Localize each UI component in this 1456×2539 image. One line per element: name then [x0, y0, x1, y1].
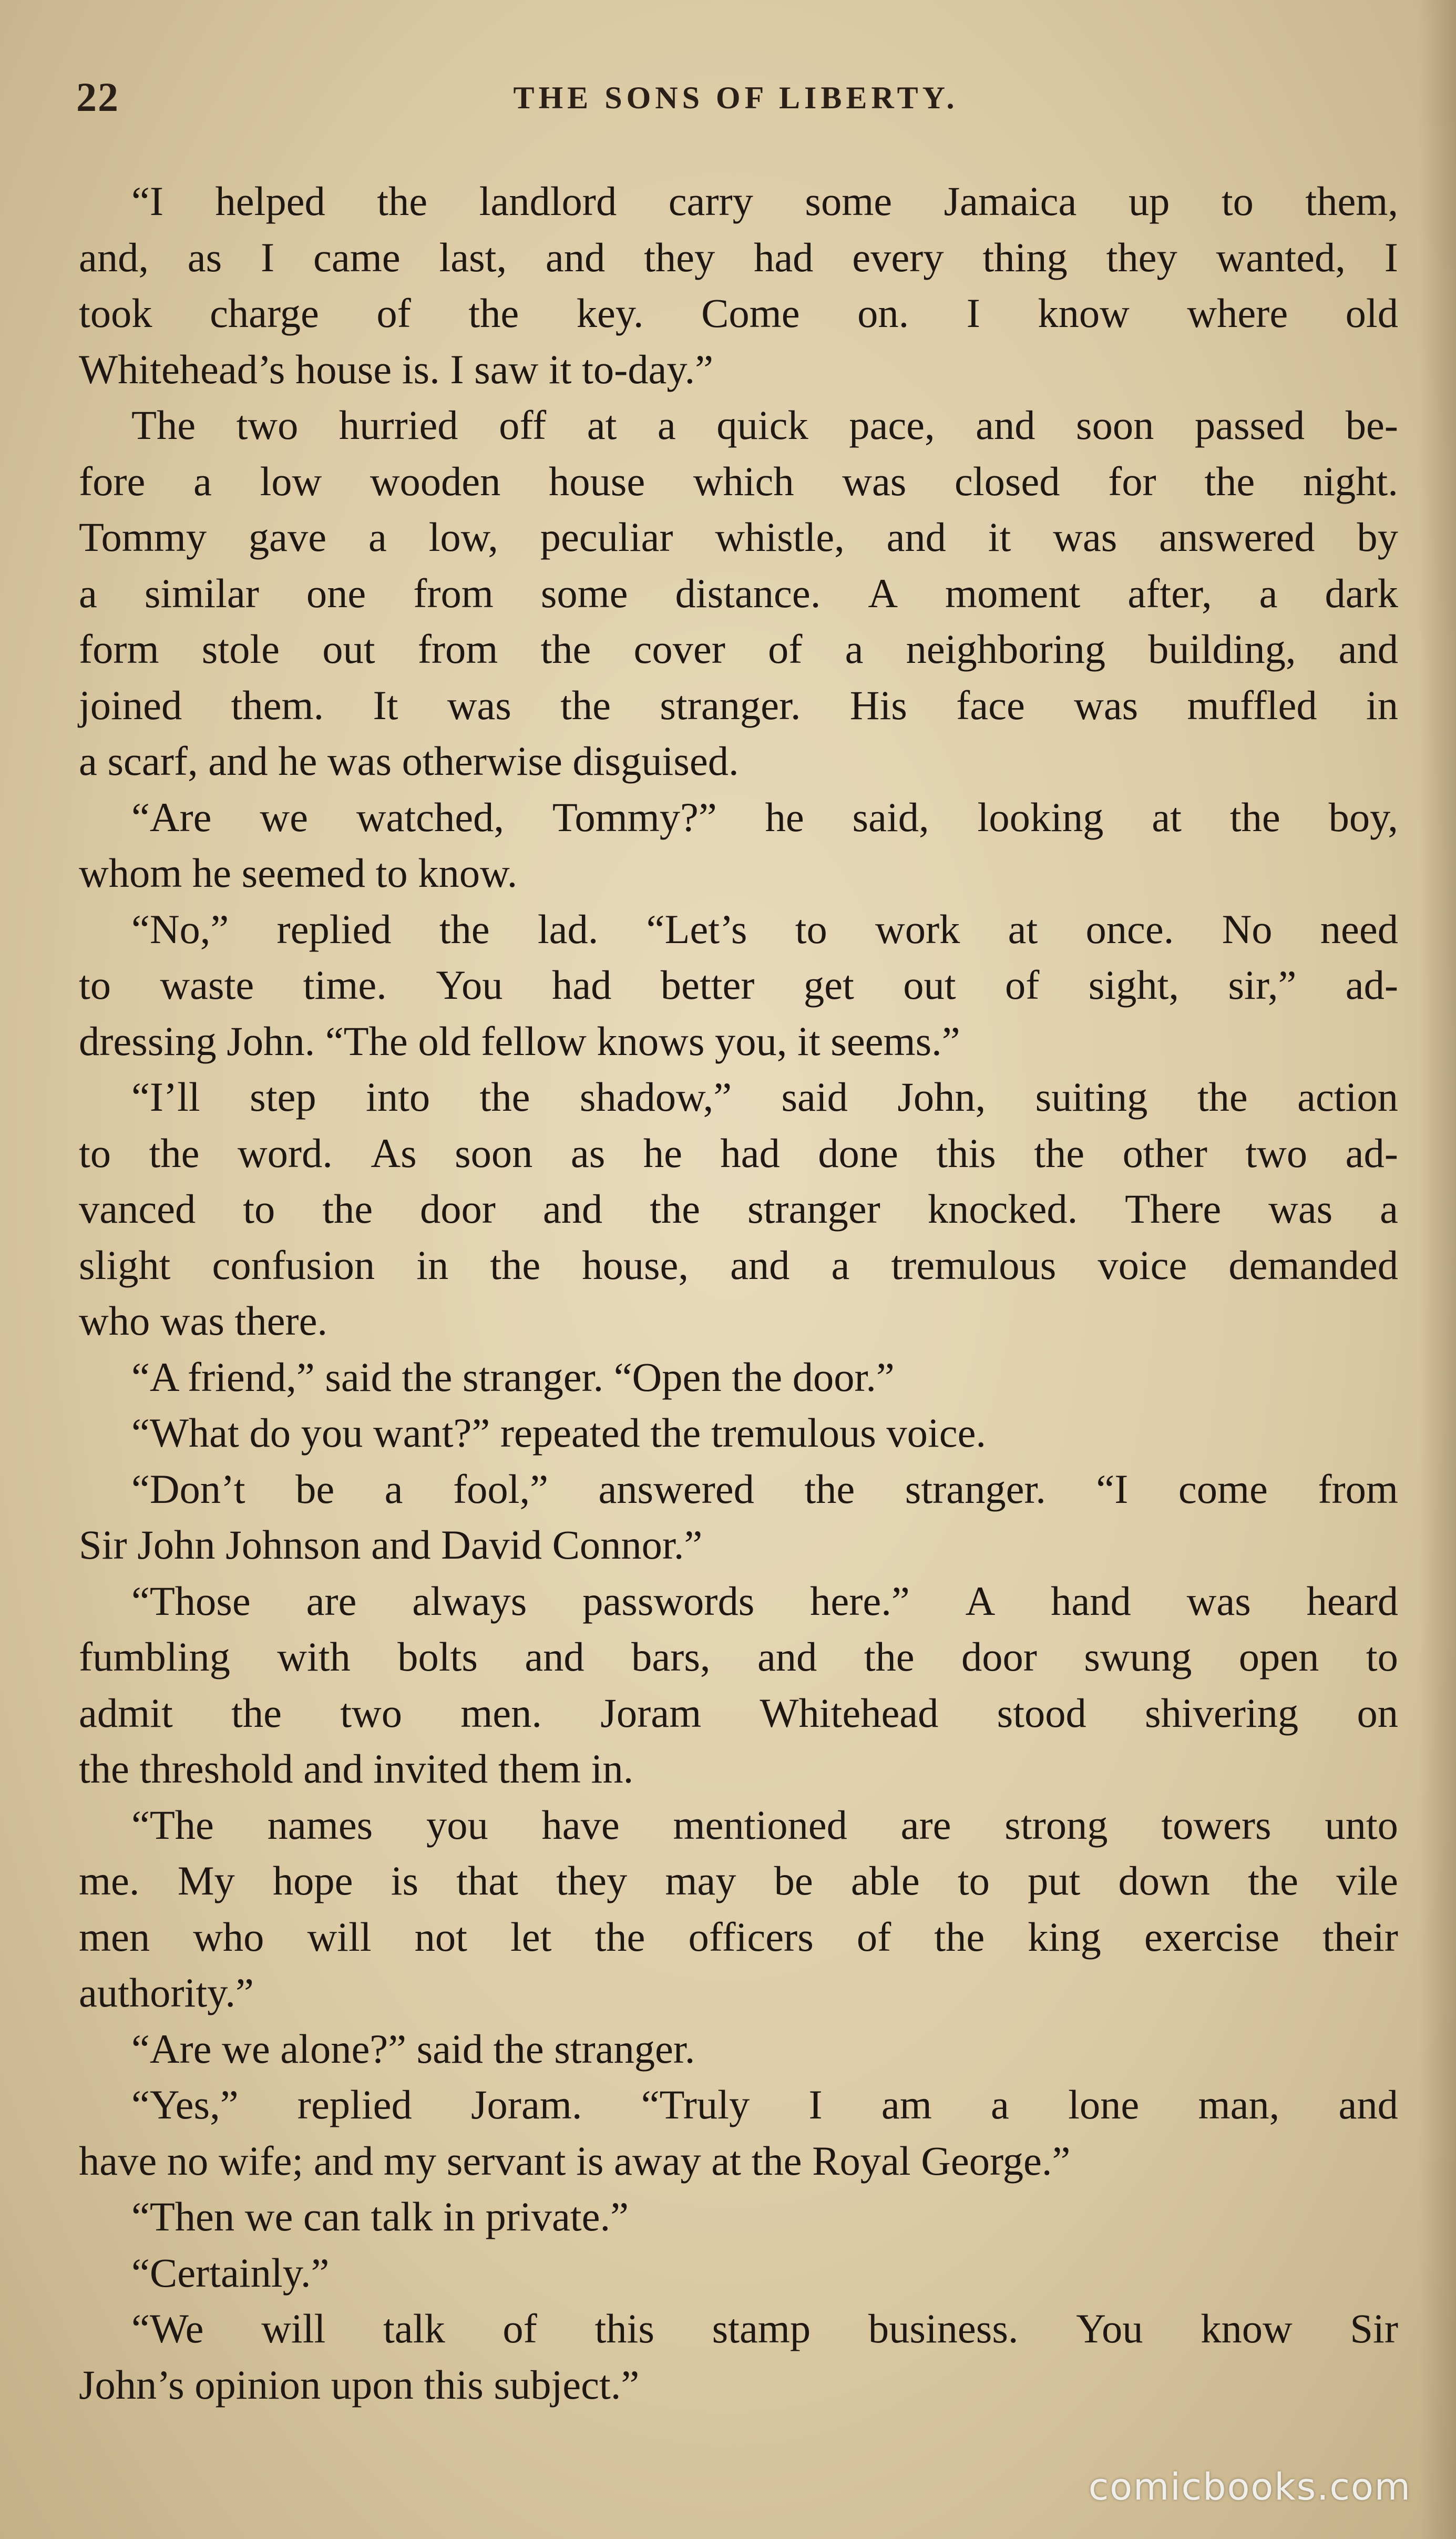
text-line: “The names you have mentioned are strong towers unto [131, 1801, 1398, 1848]
paragraph [79, 397, 1398, 790]
text-line: who was there. [79, 1298, 328, 1344]
body-text [79, 173, 1398, 2413]
text-line: took charge of the key. Come on. I know where old [79, 290, 1398, 336]
text-line: “A friend,” said the stranger. “Open the door.” [131, 1354, 895, 1400]
paragraph [79, 2077, 1398, 2189]
text-line: “What do you want?” repeated the tremulous voice. [131, 1410, 987, 1456]
text-line: vanced to the door and the stranger knocked. There was a [79, 1186, 1398, 1232]
text-line: me. My hope is that they may be able to put down the vile [79, 1858, 1398, 1903]
text-line: John’s opinion upon this subject.” [79, 2361, 640, 2408]
text-line: Tommy gave a low, peculiar whistle, and it was answered by [79, 514, 1398, 560]
text-line: the threshold and invited them in. [79, 1746, 634, 1791]
watermark: comicbooks.com [1088, 2465, 1411, 2509]
text-line: joined them. It was the stranger. His face was muffled in [79, 682, 1398, 728]
text-line: dressing John. “The old fellow knows you, it seems.” [79, 1018, 960, 1064]
text-line: fore a low wooden house which was closed for the night. [79, 458, 1398, 504]
text-line: authority.” [79, 1970, 254, 2015]
paragraph [79, 1461, 1398, 1573]
text-line: Sir John Johnson and David Connor.” [79, 1522, 703, 1568]
text-line: Whitehead’s house is. I saw it to-day.” [79, 346, 713, 392]
text-line: have no wife; and my servant is away at the Royal George.” [79, 2137, 1071, 2184]
page-number: 22 [76, 74, 119, 120]
paragraph [79, 1573, 1398, 1797]
text-line: “No,” replied the lad. “Let’s to work at once. No need [131, 906, 1398, 952]
text-line: “Are we watched, Tommy?” he said, looking at the boy, [131, 794, 1398, 840]
paragraph [79, 790, 1398, 902]
text-line: a similar one from some distance. A moment after, a dark [79, 570, 1398, 616]
text-line: to waste time. You had better get out of sight, sir,” ad- [79, 962, 1398, 1008]
paragraph [79, 1797, 1398, 2021]
text-line: and, as I came last, and they had every thing they wanted, I [79, 234, 1398, 280]
text-line: “Yes,” replied Joram. “Truly I am a lone man, and [131, 2082, 1398, 2127]
text-line: fumbling with bolts and bars, and the door swung open to [79, 1634, 1398, 1680]
text-line: a scarf, and he was otherwise disguised. [79, 738, 739, 784]
paragraph [79, 2021, 1398, 2077]
paragraph [79, 2301, 1398, 2413]
text-line: form stole out from the cover of a neighboring building, and [79, 626, 1398, 672]
text-line: whom he seemed to know. [79, 850, 518, 896]
text-line: “Certainly.” [131, 2249, 330, 2296]
text-line: slight confusion in the house, and a tremulous voice demanded [79, 1242, 1398, 1288]
paragraph [79, 902, 1398, 1070]
paragraph [79, 1349, 1398, 1406]
text-line: “I helped the landlord carry some Jamaica up to them, [131, 178, 1398, 224]
paragraph [79, 2189, 1398, 2245]
text-line: “Are we alone?” said the stranger. [131, 2025, 695, 2072]
text-line: The two hurried off at a quick pace, and soon passed be- [131, 402, 1398, 448]
text-line: “We will talk of this stamp business. You know Sir [131, 2306, 1398, 2351]
page-header [76, 74, 1396, 131]
text-line: to the word. As soon as he had done this the other two ad- [79, 1130, 1398, 1176]
page-edge-shadow [1419, 0, 1456, 2539]
text-line: “Don’t be a fool,” answered the stranger. “I come from [131, 1466, 1398, 1512]
text-line: “I’ll step into the shadow,” said John, suiting the action [131, 1074, 1398, 1120]
paragraph [79, 173, 1398, 397]
paragraph [79, 2245, 1398, 2301]
paragraph [79, 1405, 1398, 1461]
text-line: “Then we can talk in private.” [131, 2194, 629, 2239]
text-line: men who will not let the officers of the king exercise their [79, 1913, 1398, 1960]
text-line: “Those are always passwords here.” A hand was heard [131, 1578, 1398, 1624]
running-title: THE SONS OF LIBERTY. [513, 80, 959, 115]
paragraph [79, 1069, 1398, 1349]
text-line: admit the two men. Joram Whitehead stood shivering on [79, 1690, 1398, 1736]
